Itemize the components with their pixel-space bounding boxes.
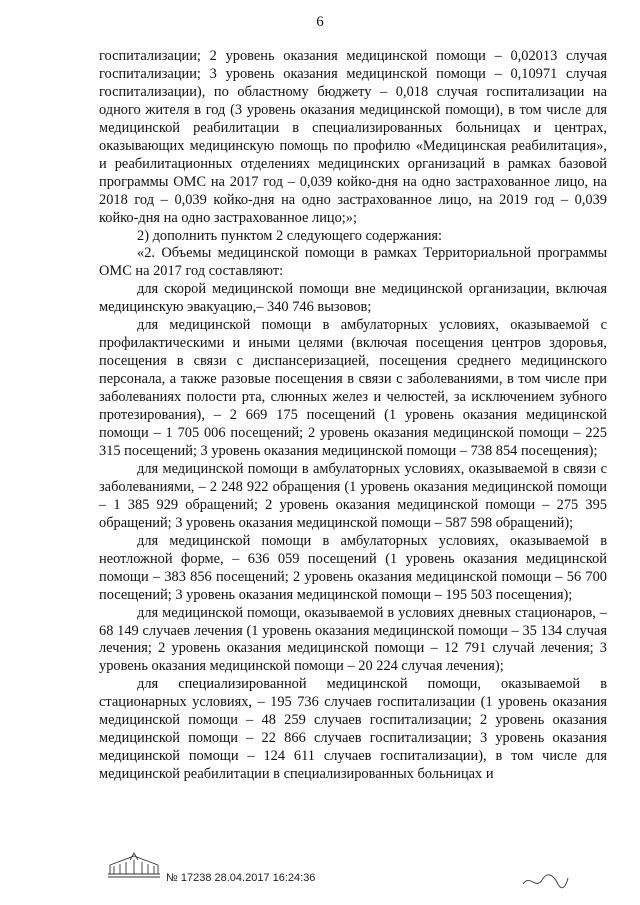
building-stamp-icon xyxy=(106,852,162,880)
page-number: 6 xyxy=(316,14,324,30)
paragraph-continuation: госпитализации; 2 уровень оказания медицинской помощи – 0,02013 случая госпитализации; 3 уровень оказания медицинской помощи – 0,10971 случая госпитализации), по областному бюджету – 0,018 случая госпитализации на одного жителя в год (3 уровень оказания медицинской помощи), в том числе для медицинской реабилитации в специализированных больницах и центрах, оказывающих медицинскую помощь по профилю «Медицинская реабилитация», и реабилитационных отделениях медицинских организаций в рамках базовой программы ОМС на 2017 год – 0,039 койко-дня на одно застрахованное лицо, на 2018 год – 0,039 койко-дня на одно застрахованное лицо, на 2019 год – 0,039 койко-дня на одно застрахованное лицо;»; xyxy=(99,48,607,226)
paragraph-emergency-care: для скорой медицинской помощи вне медицинской организации, включая медицинскую эвакуацию,– 340 746 вызовов; xyxy=(99,281,607,316)
paragraph-outpatient-preventive: для медицинской помощи в амбулаторных условиях, оказываемой с профилактическими и иными целями (включая посещения центров здоровья, посещения в связи с диспансеризацией, посещения среднего медицинского персонала, а также разовые посещения в связи с заболеваниями, в том числе при заболеваниях полости рта, слюнных желез и челюстей, за исключением зубного протезирования), – 2 669 175 посещений (1 уровень оказания медицинской помощи – 1 705 006 посещений; 2 уровень оказания медицинской помощи – 225 315 посещений; 3 уровень оказания медицинской помощи – 738 854 посещения); xyxy=(99,317,607,459)
registration-stamp: № 17238 28.04.2017 16:24:36 xyxy=(166,872,316,884)
paragraph-outpatient-urgent: для медицинской помощи в амбулаторных условиях, оказываемой в неотложной форме, – 636 059 посещений (1 уровень оказания медицинской помощи – 383 856 посещений; 2 уровень оказания медицинской помощи – 56 700 посещений; 3 уровень оказания медицинской помощи – 195 503 посещения); xyxy=(99,532,607,603)
paragraph-volumes-intro: «2. Объемы медицинской помощи в рамках Территориальной программы ОМС на 2017 год составляют: xyxy=(99,245,607,280)
document-body xyxy=(99,48,607,784)
paragraph-inpatient: для специализированной медицинской помощи, оказываемой в стационарных условиях, – 195 736 случаев госпитализации (1 уровень оказания медицинской помощи – 48 259 случаев госпитализации; 2 уровень оказания медицинской помощи – 22 866 случаев госпитализации; 3 уровень оказания медицинской помощи – 124 611 случаев госпитализации), в том числе для медицинской реабилитации в специализированных больницах и xyxy=(99,676,607,783)
paragraph-amendment: 2) дополнить пунктом 2 следующего содержания: xyxy=(137,227,443,244)
signature-mark-icon xyxy=(520,870,570,892)
paragraph-day-hospital: для медицинской помощи, оказываемой в условиях дневных стационаров, – 68 149 случаев лечения (1 уровень оказания медицинской помощи – 35 134 случая лечения; 2 уровень оказания медицинской помощи – 12 791 случай лечения; 3 уровень оказания медицинской помощи – 20 224 случая лечения); xyxy=(99,604,607,675)
paragraph-outpatient-disease: для медицинской помощи в амбулаторных условиях, оказываемой в связи с заболеваниями, – 2 248 922 обращения (1 уровень оказания медицинской помощи – 1 385 929 обращений; 2 уровень оказания медицинской помощи – 275 395 обращений; 3 уровень оказания медицинской помощи – 587 598 обращений); xyxy=(99,460,607,531)
